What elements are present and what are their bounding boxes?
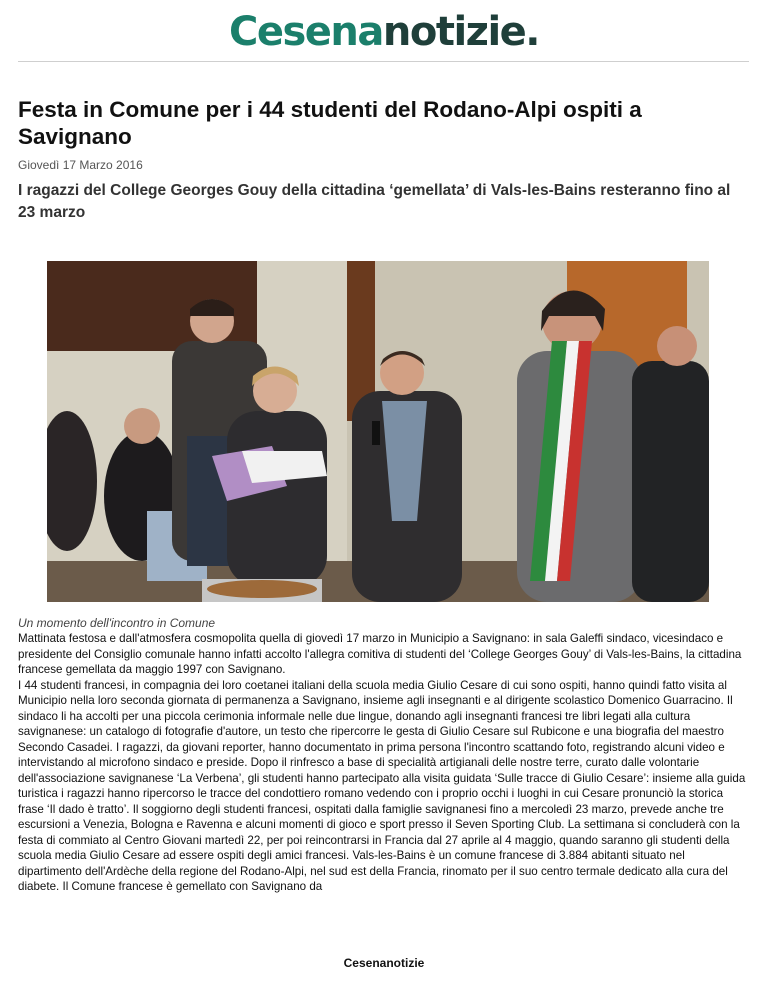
article-title: Festa in Comune per i 44 studenti del Rodano-Alpi ospiti a Savignano [18,97,642,149]
logo-part-cesena: Cesena [229,9,383,55]
article-paragraph: Mattinata festosa e dall'atmosfera cosmopolita quella di giovedì 17 marzo in Municipio a Savignano: in sala Galeffi sindaco, vicesindaco e presidente del Consiglio comunale hanno infatti accolto l'allegra comitiva di studenti del ‘College Georges Gouy’ di Vals-les-Bains, la cittadina francese gemellata da maggio 1997 con Savignano. [18,632,742,676]
page-footer: Cesenanotizie [343,956,425,970]
article-subtitle: I ragazzi del College Georges Gouy della cittadina ‘gemellata’ di Vals-les-Bains resteranno fino al 23 marzo [18,182,731,221]
photo-caption: Un momento dell'incontro in Comune [18,616,216,630]
article-paragraph: I 44 studenti francesi, in compagnia dei loro coetanei italiani della scuola media Giulio Cesare di cui sono ospiti, hanno quindi fatto visita al Municipio nella loro seconda giornata di permanenza a Savignano, insieme agli insegnanti e al dirigente scolastico Domenico Guarracino. Il sindaco li ha accolti per una piccola cerimonia informale nelle due lingue, donando agli insegnanti francesi tre libri legati alla cultura savignanese: un catalogo di fotografie d'autore, un testo che ripercorre le gesta di Giulio Cesare sul Rubicone e una biografia del maestro Secondo Casadei. I ragazzi, da giovani reporter, hanno documentato in prima persona l'incontro scattando foto, registrando alcuni video e intervistando al microfono sindaco e preside. Dopo il rinfresco a base di specialità artigianali delle nostre terre, curato dalle volontarie dell'associazione savignanese ‘La Verbena’, gli studenti hanno partecipato alla visita guidata ‘Sulle tracce di Giulio Cesare’: insieme alla guida turistica i ragazzi hanno ripercorso le tracce del condottiero romano vedendo con i proprio occhi i luoghi in cui Cesare pronunciò la storica frase ‘Il dado è tratto’. Il soggiorno degli studenti francesi, ospitati dalla famiglie savignanesi fino a mercoledì 23 marzo, prevede anche tre escursioni a Venezia, Bologna e Ravenna e alcuni momenti di gioco e sport presso il Seven Sporting Club. La settimana si concluderà con la festa di commiato al Centro Giovani martedì 22, per poi reincontrarsi in Francia dal 27 aprile al 4 maggio, quando saranno gli studenti della scuola media Giulio Cesare ad essere ospiti degli amici francesi. Vals-les-Bains è un comune francese di 3.884 abitanti situato nel dipartimento dell'Ardèche della regione del Rodano-Alpi, nel sud est della Francia, rinomato per il suo centro termale dedicato alla cura del diabete. Il Comune francese è gemellato con Savignano da [18,678,746,893]
header-divider [18,61,749,62]
article-body [18,631,746,895]
photo-illustration [47,261,709,602]
site-logo[interactable] [229,8,539,56]
masthead [0,0,768,62]
article-date: Giovedì 17 Marzo 2016 [18,158,143,172]
logo-part-notizie: notizie. [382,9,539,55]
article-photo [47,261,709,602]
